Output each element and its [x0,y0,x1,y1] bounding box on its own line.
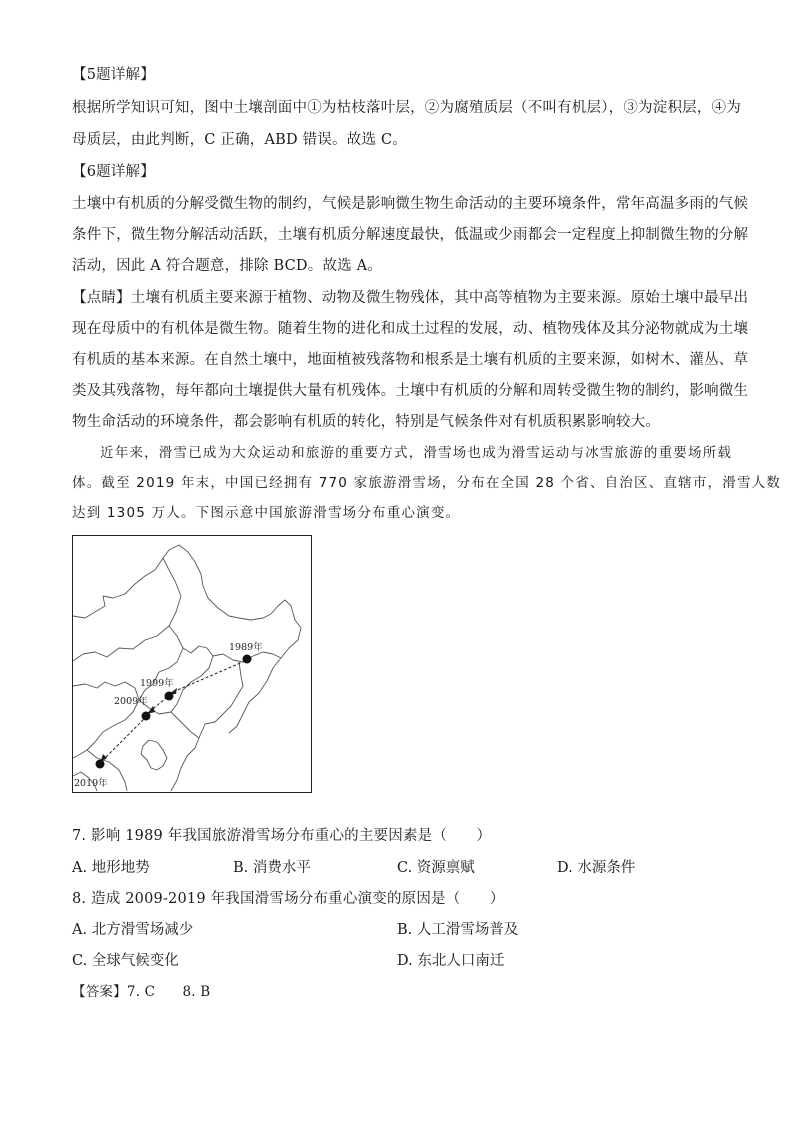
q8-option-b[interactable]: B. 人工滑雪场普及 [397,922,519,938]
province-boundary-1 [169,626,281,662]
answer-text: 7. C 8. B [126,984,211,1000]
q8-option-c[interactable]: C. 全球气候变化 [72,953,179,969]
label-1989: 1989年 [229,642,263,653]
tip-line-1: 【点睛】土壤有机质主要来源于植物、动物及微生物残体，其中高等植物为主要来源。原始土壤中最早出 [72,290,749,306]
q8-option-d[interactable]: D. 东北人口南迁 [397,953,505,969]
province-boundary-2 [139,648,183,700]
section6-line-2: 条件下，微生物分解活动活跃，土壤有机质分解速度最快，低温或少雨都会一定程度上抑制微生物的分解 [72,227,749,243]
tip-line-3: 有机质的基本来源。在自然土壤中，地面植被残落物和根系是土壤有机质的主要来源，如树木、灌丛、草 [72,352,749,368]
answer-label: 【答案】 [72,984,127,1000]
province-boundary-10 [103,558,163,598]
q7-option-a[interactable]: A. 地形地势 [72,860,150,876]
answer-row [72,982,210,1002]
border-outline [73,545,301,733]
point-2009 [142,712,151,721]
q7-option-c[interactable]: C. 资源禀赋 [397,860,475,876]
label-1999: 1999年 [140,678,174,689]
province-boundary-11 [73,596,105,618]
tip-line-4: 类及其残落物，每年都向土壤提供大量有机残体。土壤中有机质的分解和周转受微生物的制约，影响微生 [72,383,749,399]
point-2019 [96,760,105,769]
passage-line-3: 达到 1305 万人。下图示意中国旅游滑雪场分布重心演变。 [72,505,461,521]
province-boundary-4 [205,662,243,724]
section6-line-1: 土壤中有机质的分解受微生物的制约，气候是影响微生物生命活动的主要环境条件，常年高温多雨的气候 [72,196,749,212]
label-2019: 2019年 [74,778,108,789]
section6-header: 【6题详解】 [72,164,155,180]
q8-stem: 8. 造成 2009-2019 年我国滑雪场分布重心演变的原因是（ ） [72,891,505,907]
q7-option-b[interactable]: B. 消费水平 [233,860,311,876]
section5-header: 【5题详解】 [72,67,155,83]
province-boundary-5 [73,682,139,758]
northeast-china-map [73,536,310,791]
q7-option-d[interactable]: D. 水源条件 [557,860,636,876]
section5-line-2: 母质层，由此判断，C 正确，ABD 错误。故选 C。 [72,132,407,148]
q8-option-a[interactable]: A. 北方滑雪场减少 [72,922,194,938]
passage-line-2: 体。截至 2019 年末，中国已经拥有 770 家旅游滑雪场，分布在全国 28 个省、自治区、直辖市，滑雪人数 [72,475,782,491]
ski-resort-centroid-map [72,535,312,793]
section5-line-1: 根据所学知识可知，图中土壤剖面中①为枯枝落叶层，②为腐殖质层（不叫有机层），③为淀积层，④为 [72,100,741,116]
coastline-bohai [141,740,167,770]
label-2009: 2009年 [114,696,148,707]
province-boundary-8 [171,738,199,791]
section6-line-3: 活动，因此 A 符合题意，排除 BCD。故选 A。 [72,258,383,274]
trajectory-2009-2019 [101,716,147,762]
tip-line-5: 物生命活动的环境条件，都会影响有机质的转化，特别是气候条件对有机质积累影响较大。 [72,414,660,430]
point-1989 [243,655,252,664]
q7-stem: 7. 影响 1989 年我国旅游滑雪场分布重心的主要因素是（ ） [72,828,492,844]
point-1999 [165,692,174,701]
tip-line-2: 现在母质中的有机体是微生物。随着生物的进化和成土过程的发展，动、植物残体及其分泌物就成为土壤 [72,321,749,337]
trajectory-1989-1999 [173,661,245,692]
passage-line-1: 近年来，滑雪已成为大众运动和旅游的重要方式，滑雪场也成为滑雪运动与冰雪旅游的重要场所载 [100,445,733,461]
